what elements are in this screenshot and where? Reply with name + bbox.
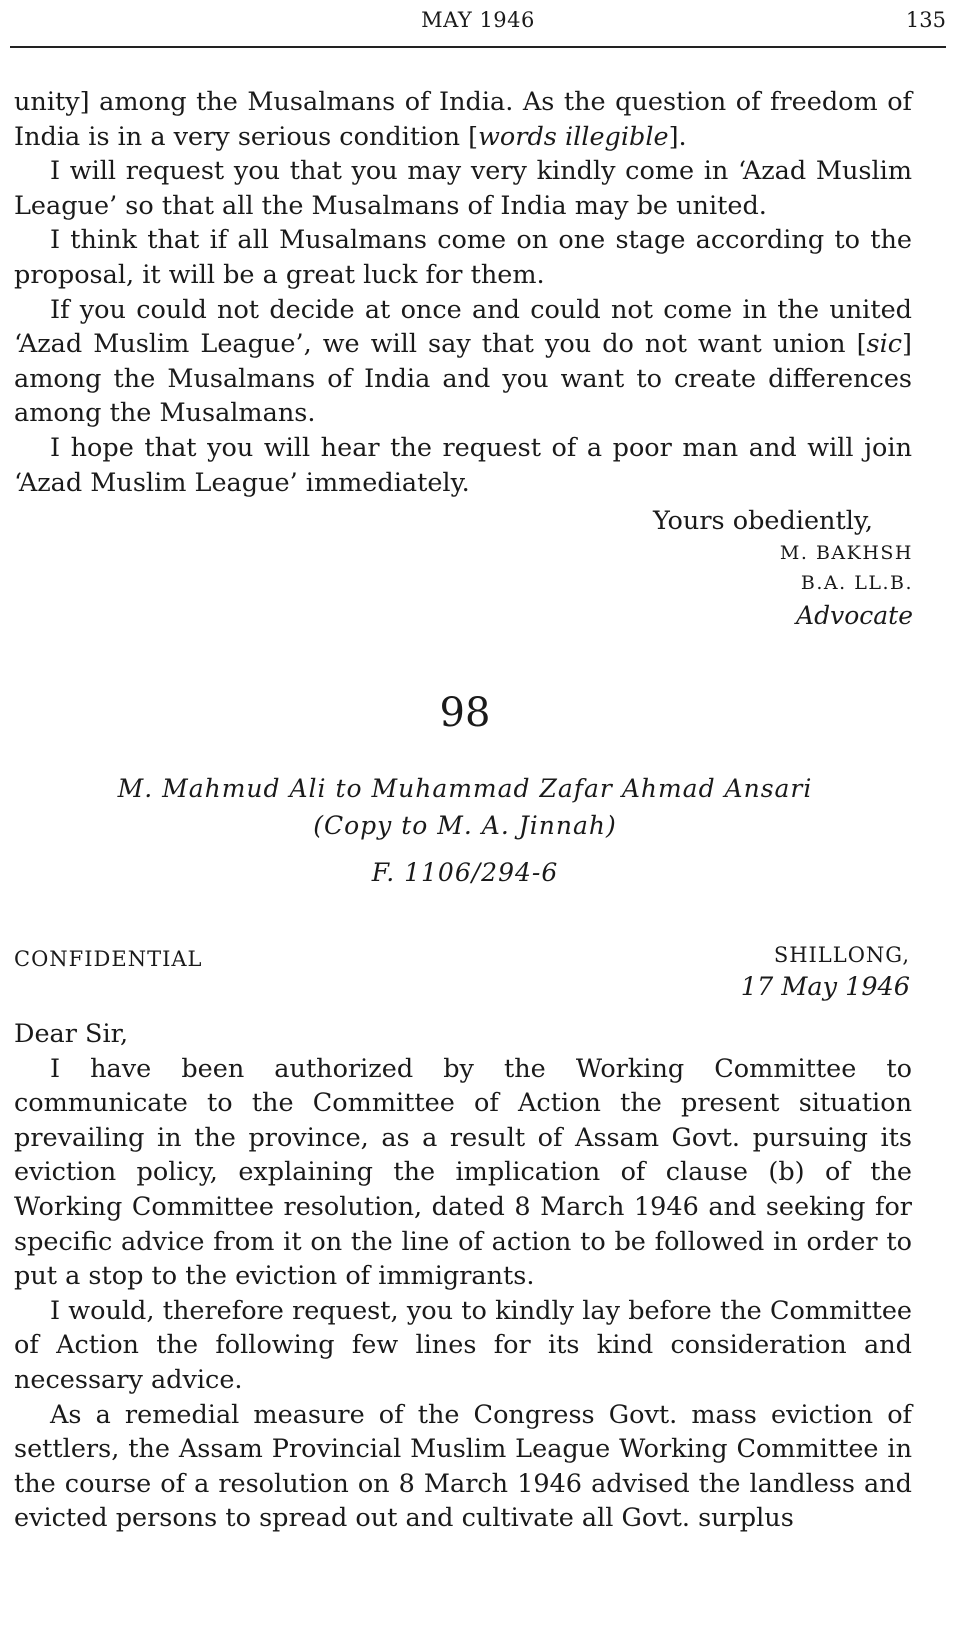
closing: Yours obediently, xyxy=(652,506,873,536)
letter-body xyxy=(14,85,912,500)
place: SHILLONG, xyxy=(773,943,910,967)
page-number: 135 xyxy=(905,8,946,32)
date: 17 May 1946 xyxy=(740,972,910,1002)
signature-block xyxy=(653,504,913,634)
letter-paragraph: I will request you that you may very kindly come in ‘Azad Muslim League’ so that all the Musalmans of India may be united. xyxy=(14,156,912,221)
document-body xyxy=(14,1017,912,1536)
body-paragraph: I would, therefore request, you to kindly lay before the Committee of Action the following few lines for its kind consideration and necessary advice. xyxy=(14,1295,912,1395)
letter-paragraph: unity] among the Musalmans of India. As the question of freedom of India is in a very serious condition [words illegible]. xyxy=(14,87,912,152)
document-heading xyxy=(0,770,930,844)
heading-line: (Copy to M. A. Jinnah) xyxy=(313,811,617,840)
letter-paragraph: I hope that you will hear the request of a poor man and will join ‘Azad Muslim League’ immediately. xyxy=(14,432,912,498)
dateline xyxy=(741,940,910,1004)
body-paragraph: As a remedial measure of the Congress Govt. mass eviction of settlers, the Assam Provincial Muslim League Working Committee in the course of a resolution on 8 March 1946 advised the landless and evicted persons to spread out and cultivate all Govt. surplus xyxy=(14,1399,912,1534)
document-number: 98 xyxy=(439,690,491,736)
heading-line: M. Mahmud Ali to Muhammad Zafar Ahmad Ansari xyxy=(117,774,813,803)
body-paragraph: I have been authorized by the Working Committee to communicate to the Committee of Action the present situation prevailing in the province, as a result of Assam Govt. pursuing its eviction policy, explaining the implication of clause (b) of the Working Committee resolution, dated 8 March 1946 and seeking for specific advice from it on the line of action to be followed in order to put a stop to the eviction of immigrants. xyxy=(14,1053,912,1292)
signatory-degree: B.A. LL.B. xyxy=(800,572,913,594)
signatory-name: M. BAKHSH xyxy=(779,542,913,564)
signatory-title: Advocate xyxy=(796,601,913,630)
salutation: Dear Sir, xyxy=(14,1019,129,1049)
running-header xyxy=(10,0,946,48)
file-reference: F. 1106/294-6 xyxy=(371,858,559,887)
letter-paragraph: If you could not decide at once and could not come in the united ‘Azad Muslim League’, we will say that you do not want union [sic] among the Musalmans of India and you want to create differences among the Musalmans. xyxy=(14,294,912,429)
classification-label: CONFIDENTIAL xyxy=(14,947,203,971)
letter-paragraph: I think that if all Musalmans come on one stage according to the proposal, it will be a great luck for them. xyxy=(14,225,912,290)
running-title: MAY 1946 xyxy=(421,8,535,32)
